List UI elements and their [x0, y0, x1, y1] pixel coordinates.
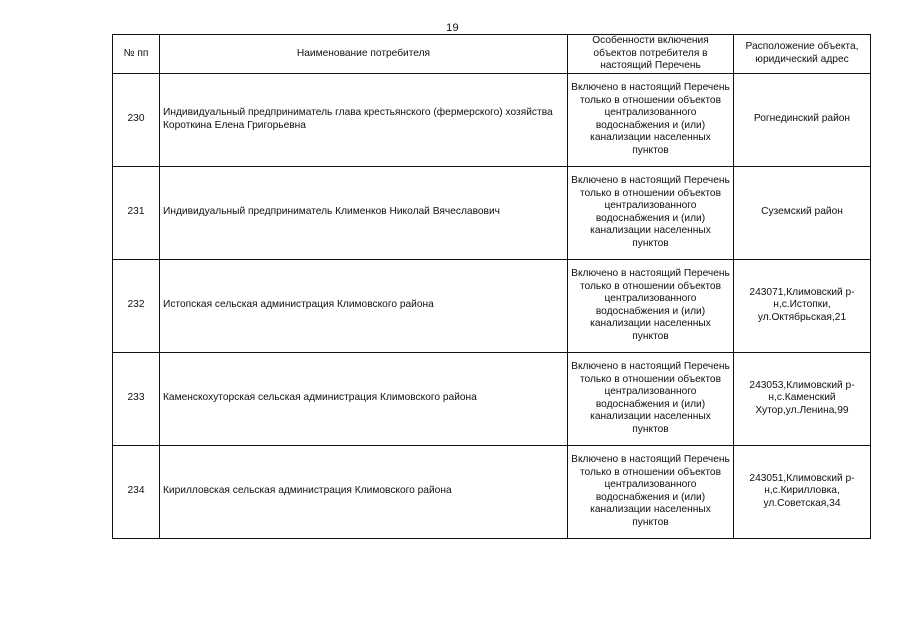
table-row — [113, 73, 871, 166]
row-inclusion-features: Включено в настоящий Перечень только в отношении объектов централизованного водоснабжения и (или) канализации населенных пунктов — [568, 166, 734, 259]
row-number: 234 — [113, 445, 160, 538]
row-number: 232 — [113, 259, 160, 352]
table-row — [113, 352, 871, 445]
row-number: 233 — [113, 352, 160, 445]
row-address: 243051,Климовский р-н,с.Кирилловка, ул.Советская,34 — [734, 445, 871, 538]
row-consumer-name: Кирилловская сельская администрация Климовского района — [160, 445, 568, 538]
table-row — [113, 166, 871, 259]
row-consumer-name: Индивидуальный предприниматель глава крестьянского (фермерского) хозяйства Короткина Елена Григорьевна — [160, 73, 568, 166]
row-address: 243071,Климовский р-н,с.Истопки, ул.Октябрьская,21 — [734, 259, 871, 352]
header-features: Особенности включения объектов потребителя в настоящий Перечень — [568, 35, 734, 74]
row-inclusion-features: Включено в настоящий Перечень только в отношении объектов централизованного водоснабжения и (или) канализации населенных пунктов — [568, 445, 734, 538]
row-number: 231 — [113, 166, 160, 259]
row-number: 230 — [113, 73, 160, 166]
page-number: 19 — [446, 22, 459, 34]
table-header — [113, 35, 871, 74]
row-inclusion-features: Включено в настоящий Перечень только в отношении объектов централизованного водоснабжения и (или) канализации населенных пунктов — [568, 73, 734, 166]
header-number: № пп — [113, 35, 160, 74]
row-consumer-name: Индивидуальный предприниматель Клименков Николай Вячеславович — [160, 166, 568, 259]
row-inclusion-features: Включено в настоящий Перечень только в отношении объектов централизованного водоснабжения и (или) канализации населенных пунктов — [568, 352, 734, 445]
header-row — [113, 35, 871, 74]
table-row — [113, 445, 871, 538]
header-address: Расположение объекта, юридический адрес — [734, 35, 871, 74]
consumer-registry-table — [112, 34, 871, 539]
table-body — [113, 73, 871, 538]
header-name: Наименование потребителя — [160, 35, 568, 74]
row-address: 243053,Климовский р-н,с.Каменский Хутор,ул.Ленина,99 — [734, 352, 871, 445]
row-inclusion-features: Включено в настоящий Перечень только в отношении объектов централизованного водоснабжения и (или) канализации населенных пунктов — [568, 259, 734, 352]
row-consumer-name: Истопская сельская администрация Климовского района — [160, 259, 568, 352]
row-consumer-name: Каменскохуторская сельская администрация Климовского района — [160, 352, 568, 445]
table-row — [113, 259, 871, 352]
row-address: Рогнединский район — [734, 73, 871, 166]
row-address: Суземский район — [734, 166, 871, 259]
